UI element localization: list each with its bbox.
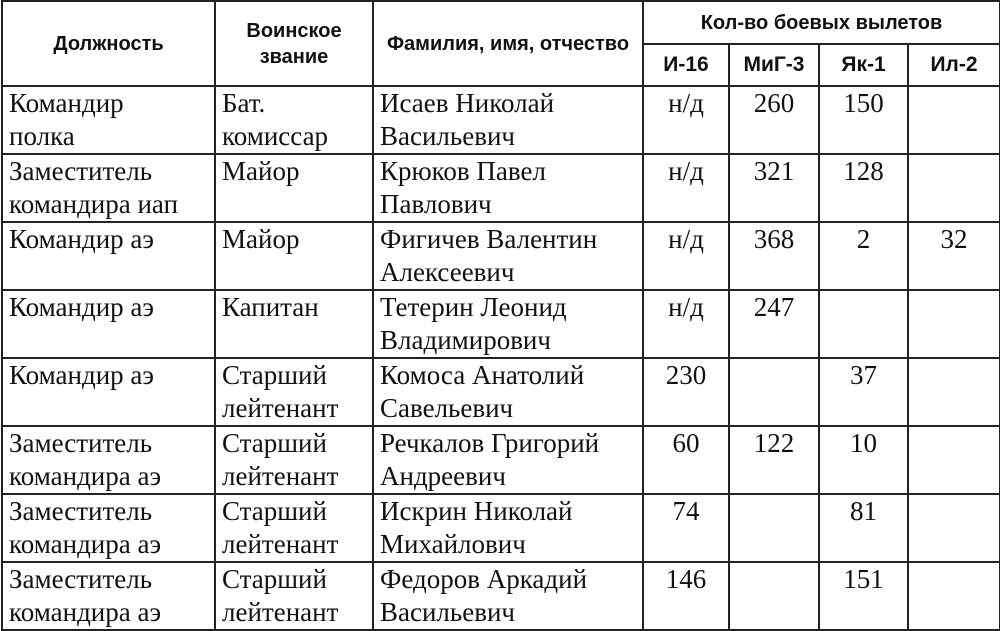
rank-cell bbox=[215, 358, 373, 426]
header-mig3: МиГ-3 bbox=[729, 44, 819, 86]
il2-cell: 32 bbox=[908, 222, 1000, 290]
rank-cell-line: лейтенант bbox=[222, 393, 339, 423]
il2-cell bbox=[908, 426, 1000, 494]
position-cell-line: Командир аэ bbox=[9, 360, 154, 390]
name-cell-line: Комоса Анатолий bbox=[380, 360, 585, 390]
il2-cell bbox=[908, 562, 1000, 630]
i16-cell: 60 bbox=[643, 426, 729, 494]
rank-cell-line: Старший bbox=[222, 564, 327, 594]
rank-cell-line: лейтенант bbox=[222, 597, 339, 627]
yak1-cell: 128 bbox=[819, 154, 908, 222]
table-row bbox=[2, 426, 1000, 494]
rank-cell bbox=[215, 494, 373, 562]
position-cell bbox=[2, 562, 215, 630]
rank-cell-line: Бат. bbox=[222, 88, 266, 118]
name-cell-line: Павлович bbox=[380, 189, 492, 219]
name-cell-line: Алексеевич bbox=[380, 257, 515, 287]
position-cell-line: командира иап bbox=[9, 189, 179, 219]
rank-cell bbox=[215, 86, 373, 154]
rank-cell-line: Майор bbox=[222, 156, 300, 186]
header-position: Должность bbox=[2, 1, 215, 86]
name-cell-line: Речкалов Григорий bbox=[380, 428, 600, 458]
name-cell-line: Крюков Павел bbox=[380, 156, 546, 186]
i16-cell: 74 bbox=[643, 494, 729, 562]
mig3-cell bbox=[729, 358, 819, 426]
yak1-cell: 150 bbox=[819, 86, 908, 154]
name-cell-line: Исаев Николай bbox=[380, 88, 555, 118]
mig3-cell: 368 bbox=[729, 222, 819, 290]
table-row bbox=[2, 358, 1000, 426]
rank-cell-line: комиссар bbox=[222, 121, 329, 151]
mig3-cell: 321 bbox=[729, 154, 819, 222]
yak1-cell bbox=[819, 290, 908, 358]
yak1-cell: 2 bbox=[819, 222, 908, 290]
header-il2: Ил-2 bbox=[908, 44, 1000, 86]
rank-cell-line: Старший bbox=[222, 428, 327, 458]
position-cell-line: Заместитель bbox=[9, 564, 153, 594]
table-body bbox=[2, 86, 1000, 630]
position-cell-line: Заместитель bbox=[9, 496, 153, 526]
i16-cell: 230 bbox=[643, 358, 729, 426]
position-cell bbox=[2, 358, 215, 426]
table-row bbox=[2, 222, 1000, 290]
position-cell bbox=[2, 154, 215, 222]
table-row bbox=[2, 562, 1000, 630]
position-cell bbox=[2, 86, 215, 154]
position-cell-line: Командир bbox=[9, 88, 124, 118]
name-cell bbox=[373, 494, 643, 562]
name-cell-line: Михайлович bbox=[380, 529, 526, 559]
header-yak1: Як-1 bbox=[819, 44, 908, 86]
rank-cell bbox=[215, 562, 373, 630]
sorties-table bbox=[1, 0, 1000, 631]
i16-cell: н/д bbox=[643, 290, 729, 358]
rank-cell bbox=[215, 290, 373, 358]
i16-cell: 146 bbox=[643, 562, 729, 630]
name-cell-line: Владимирович bbox=[380, 325, 551, 355]
header-name: Фамилия, имя, отчество bbox=[373, 1, 643, 86]
rank-cell bbox=[215, 222, 373, 290]
yak1-cell: 151 bbox=[819, 562, 908, 630]
table-row bbox=[2, 290, 1000, 358]
mig3-cell: 122 bbox=[729, 426, 819, 494]
header-i16: И-16 bbox=[643, 44, 729, 86]
name-cell bbox=[373, 426, 643, 494]
name-cell bbox=[373, 222, 643, 290]
mig3-cell: 247 bbox=[729, 290, 819, 358]
mig3-cell bbox=[729, 494, 819, 562]
il2-cell bbox=[908, 290, 1000, 358]
name-cell bbox=[373, 86, 643, 154]
rank-cell-line: Старший bbox=[222, 496, 327, 526]
position-cell-line: командира аэ bbox=[9, 529, 162, 559]
name-cell bbox=[373, 154, 643, 222]
mig3-cell bbox=[729, 562, 819, 630]
i16-cell: н/д bbox=[643, 154, 729, 222]
yak1-cell: 10 bbox=[819, 426, 908, 494]
name-cell-line: Андреевич bbox=[380, 461, 506, 491]
rank-cell bbox=[215, 426, 373, 494]
position-cell-line: полка bbox=[9, 121, 75, 151]
rank-cell bbox=[215, 154, 373, 222]
position-cell-line: командира аэ bbox=[9, 461, 162, 491]
position-cell-line: командира аэ bbox=[9, 597, 162, 627]
header-rank: Воинское звание bbox=[215, 1, 373, 86]
name-cell-line: Федоров Аркадий bbox=[380, 564, 588, 594]
rank-cell-line: Майор bbox=[222, 224, 300, 254]
header-sorties: Кол-во боевых вылетов bbox=[643, 1, 1000, 44]
mig3-cell: 260 bbox=[729, 86, 819, 154]
position-cell bbox=[2, 426, 215, 494]
position-cell-line: Командир аэ bbox=[9, 224, 154, 254]
position-cell bbox=[2, 290, 215, 358]
table-row bbox=[2, 154, 1000, 222]
name-cell-line: Васильевич bbox=[380, 121, 515, 151]
name-cell-line: Фигичев Валентин bbox=[380, 224, 598, 254]
i16-cell: н/д bbox=[643, 222, 729, 290]
il2-cell bbox=[908, 358, 1000, 426]
position-cell-line: Командир аэ bbox=[9, 292, 154, 322]
position-cell bbox=[2, 494, 215, 562]
il2-cell bbox=[908, 494, 1000, 562]
rank-cell-line: Старший bbox=[222, 360, 327, 390]
name-cell bbox=[373, 562, 643, 630]
rank-cell-line: Капитан bbox=[222, 292, 319, 322]
name-cell-line: Савельевич bbox=[380, 393, 514, 423]
yak1-cell: 81 bbox=[819, 494, 908, 562]
yak1-cell: 37 bbox=[819, 358, 908, 426]
i16-cell: н/д bbox=[643, 86, 729, 154]
position-cell-line: Заместитель bbox=[9, 156, 153, 186]
table-row bbox=[2, 494, 1000, 562]
il2-cell bbox=[908, 86, 1000, 154]
position-cell bbox=[2, 222, 215, 290]
name-cell bbox=[373, 358, 643, 426]
table-row bbox=[2, 86, 1000, 154]
rank-cell-line: лейтенант bbox=[222, 461, 339, 491]
name-cell-line: Тетерин Леонид bbox=[380, 292, 567, 322]
name-cell-line: Васильевич bbox=[380, 597, 515, 627]
position-cell-line: Заместитель bbox=[9, 428, 153, 458]
il2-cell bbox=[908, 154, 1000, 222]
name-cell bbox=[373, 290, 643, 358]
name-cell-line: Искрин Николай bbox=[380, 496, 573, 526]
rank-cell-line: лейтенант bbox=[222, 529, 339, 559]
